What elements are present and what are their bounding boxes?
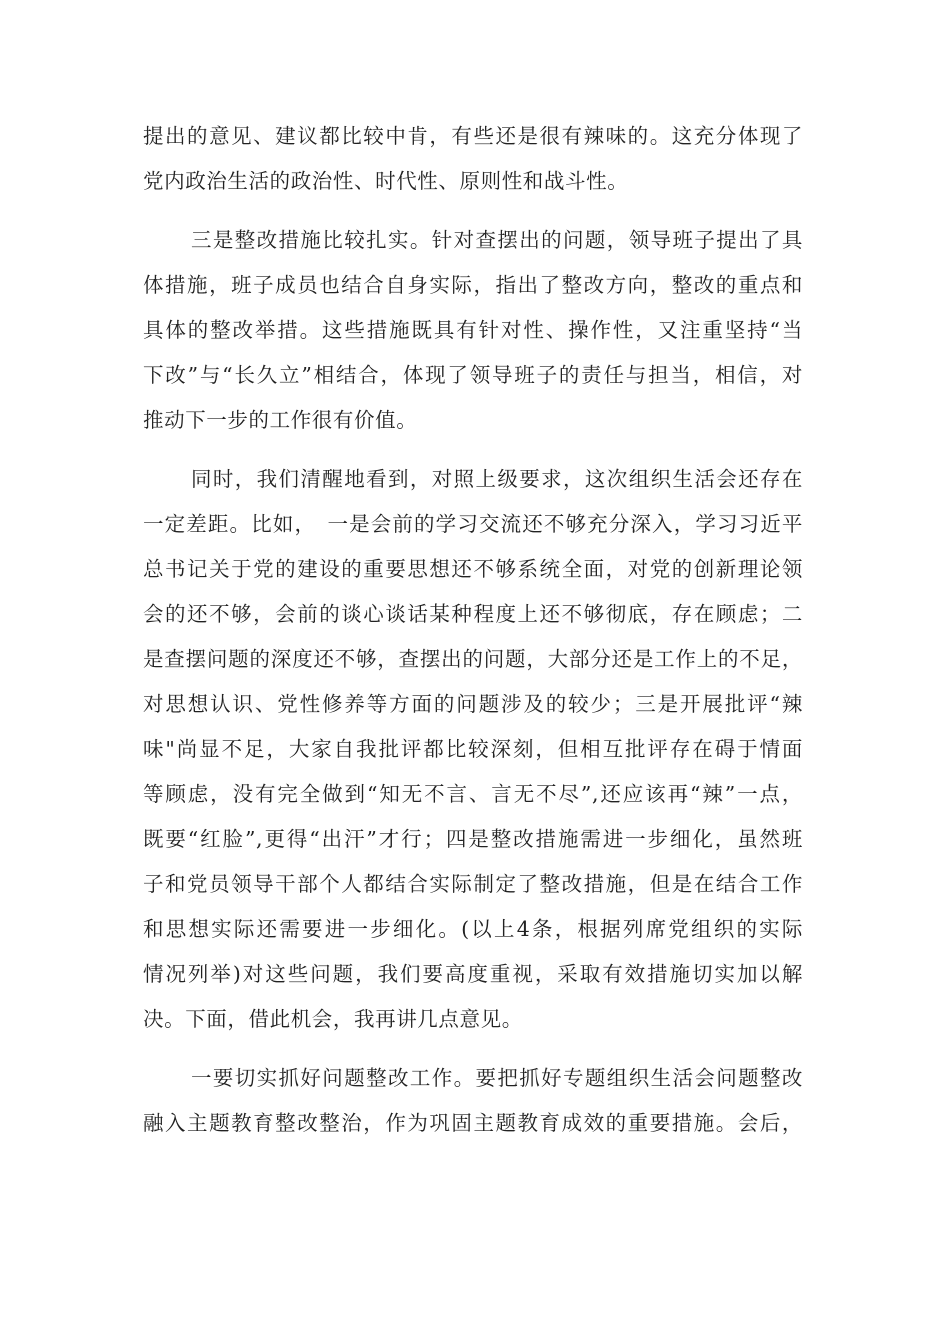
- text-line: 是查摆问题的深度还不够，查摆出的问题，大部分还是工作上的不足，: [143, 647, 803, 671]
- text-line: 会的还不够，会前的谈心谈话某种程度上还不够彻底，存在顾虑；二: [143, 602, 803, 626]
- document-body: [143, 114, 803, 1160]
- text-line: 一要切实抓好问题整改工作。要把抓好专题组织生活会问题整改: [191, 1066, 803, 1090]
- text-line: 同时，我们清醒地看到，对照上级要求，这次组织生活会还存在: [191, 467, 803, 491]
- text-line: 总书记关于党的建设的重要思想还不够系统全面，对党的创新理论领: [143, 557, 803, 581]
- text-line: 等顾虑，没有完全做到“知无不言、言无不尽”,还应该再“辣”一点，: [143, 782, 803, 806]
- text-line: 体措施，班子成员也结合自身实际，指出了整改方向，整改的重点和: [143, 273, 803, 297]
- text-line: 推动下一步的工作很有价值。: [143, 408, 418, 432]
- paragraph: [143, 218, 803, 443]
- text-line: 提出的意见、建议都比较中肯，有些还是很有辣味的。这充分体现了: [143, 124, 803, 148]
- text-line: 具体的整改举措。这些措施既具有针对性、操作性，又注重坚持“当: [143, 318, 803, 342]
- text-line: 既要“红脸”,更得“出汗”才行；四是整改措施需进一步细化，虽然班: [143, 827, 803, 851]
- text-line: 情况列举)对这些问题，我们要高度重视，采取有效措施切实加以解: [143, 962, 803, 986]
- text-line: 党内政治生活的政治性、时代性、原则性和战斗性。: [143, 169, 629, 193]
- text-line: 对思想认识、党性修养等方面的问题涉及的较少；三是开展批评“辣: [143, 692, 803, 716]
- paragraph: [143, 114, 803, 204]
- text-line: 子和党员领导干部个人都结合实际制定了整改措施，但是在结合工作: [143, 872, 803, 896]
- text-line: 融入主题教育整改整治，作为巩固主题教育成效的重要措施。会后，: [143, 1111, 803, 1135]
- paragraph: [143, 1056, 803, 1146]
- text-line: 决。下面，借此机会，我再讲几点意见。: [143, 1007, 523, 1031]
- text-line: 一定差距。比如， 一是会前的学习交流还不够充分深入，学习习近平: [143, 512, 803, 536]
- text-line: 三是整改措施比较扎实。针对查摆出的问题，领导班子提出了具: [191, 228, 803, 252]
- paragraph: [143, 457, 803, 1042]
- text-line: 和思想实际还需要进一步细化。(以上4条，根据列席党组织的实际: [143, 917, 803, 941]
- text-line: 味"尚显不足，大家自我批评都比较深刻，但相互批评存在碍于情面: [143, 737, 803, 761]
- text-line: 下改”与“长久立”相结合，体现了领导班子的责任与担当，相信，对: [143, 363, 803, 387]
